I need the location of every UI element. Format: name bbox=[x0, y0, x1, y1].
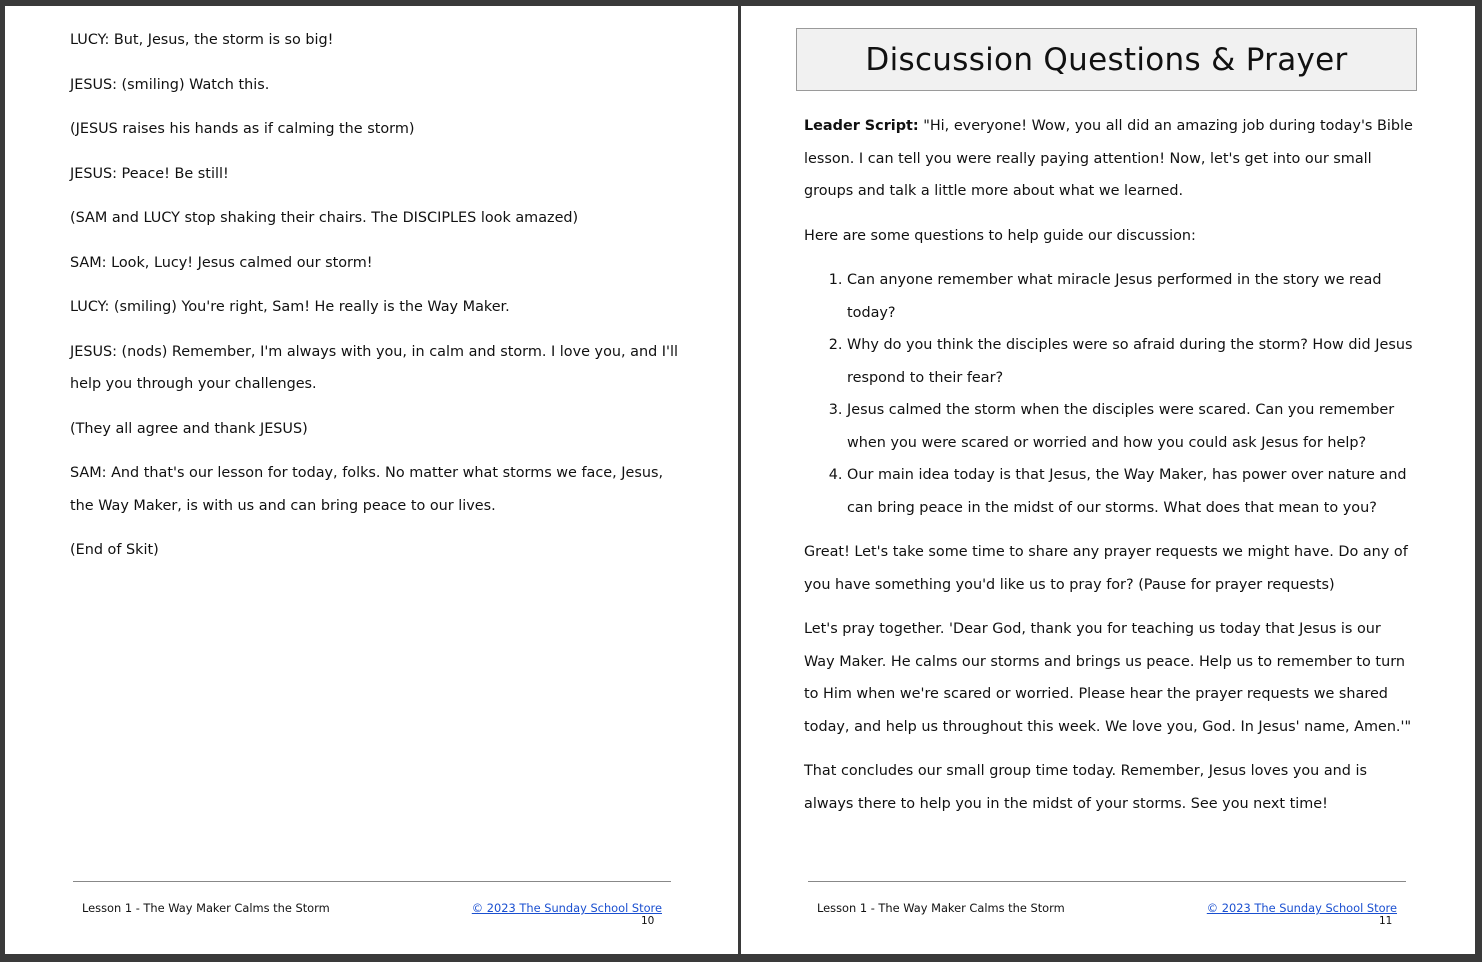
question-item: 4. Our main idea today is that Jesus, the Way Maker, has power over nature and can bring peace in the midst of our storms. What does that mean to you? bbox=[847, 459, 1416, 524]
skit-line: (They all agree and thank JESUS) bbox=[70, 420, 308, 437]
page-number: 11 bbox=[1379, 915, 1393, 927]
page-number: 10 bbox=[641, 915, 655, 927]
skit-line: JESUS: Peace! Be still! bbox=[70, 165, 229, 182]
questions-intro: Here are some questions to help guide our discussion: bbox=[804, 227, 1196, 244]
skit-line: LUCY: (smiling) You're right, Sam! He really is the Way Maker. bbox=[70, 299, 510, 315]
question-item: 1. Can anyone remember what miracle Jesus performed in the story we read today? bbox=[847, 264, 1416, 329]
discussion-content bbox=[804, 110, 1416, 832]
skit-text bbox=[70, 24, 680, 579]
section-heading: Discussion Questions & Prayer bbox=[865, 41, 1348, 78]
skit-line: (JESUS raises his hands as if calming the storm) bbox=[70, 121, 415, 137]
skit-line: (SAM and LUCY stop shaking their chairs. The DISCIPLES look amazed) bbox=[70, 210, 579, 226]
skit-line: SAM: Look, Lucy! Jesus calmed our storm! bbox=[70, 254, 373, 271]
footer-lesson-title: Lesson 1 - The Way Maker Calms the Storm bbox=[817, 901, 1065, 915]
footer-copyright-link[interactable]: © 2023 The Sunday School Store bbox=[471, 901, 662, 915]
skit-line: JESUS: (smiling) Watch this. bbox=[70, 76, 270, 93]
question-item: 3. Jesus calmed the storm when the disciples were scared. Can you remember when you were scared or worried and how you could ask Jesus for help? bbox=[847, 394, 1416, 459]
document-page-right bbox=[741, 6, 1475, 954]
skit-line: SAM: And that's our lesson for today, folks. No matter what storms we face, Jesus, the Way Maker, is with us and can bring peace to our lives. bbox=[70, 465, 664, 514]
skit-line: (End of Skit) bbox=[70, 542, 159, 558]
question-item: 2. Why do you think the disciples were so afraid during the storm? How did Jesus respond to their fear? bbox=[847, 329, 1416, 394]
section-heading-box bbox=[796, 28, 1417, 91]
leader-script-paragraph bbox=[804, 110, 1416, 208]
footer-divider bbox=[73, 881, 671, 882]
question-list bbox=[804, 264, 1416, 524]
skit-line: LUCY: But, Jesus, the storm is so big! bbox=[70, 32, 334, 48]
leader-script-text: "Hi, everyone! Wow, you all did an amazing job during today's Bible lesson. I can tell you were really paying attention! Now, let's get into our small groups and talk a little more about what we learned. bbox=[804, 118, 1413, 199]
footer-copyright-link[interactable]: © 2023 The Sunday School Store bbox=[1206, 901, 1397, 915]
leader-script-label: Leader Script: bbox=[804, 118, 919, 134]
prayer-paragraph: Let's pray together. 'Dear God, thank you for teaching us today that Jesus is our Way Maker. He calms our storms and brings us peace. Help us to remember to turn to Him when we're scared or worried. Please hear the prayer requests we shared today, and help us throughout this week. We love you, God. In Jesus' name, Amen.'" bbox=[804, 621, 1412, 735]
closing-paragraph: That concludes our small group time today. Remember, Jesus loves you and is always there to help you in the midst of your storms. See you next time! bbox=[804, 763, 1368, 812]
document-page-left bbox=[5, 6, 738, 954]
footer-lesson-title: Lesson 1 - The Way Maker Calms the Storm bbox=[82, 901, 330, 915]
footer-divider bbox=[808, 881, 1406, 882]
skit-line: JESUS: (nods) Remember, I'm always with you, in calm and storm. I love you, and I'll help you through your challenges. bbox=[70, 343, 678, 392]
prayer-requests-paragraph: Great! Let's take some time to share any prayer requests we might have. Do any of you have something you'd like us to pray for? (Pause for prayer requests) bbox=[804, 544, 1408, 593]
